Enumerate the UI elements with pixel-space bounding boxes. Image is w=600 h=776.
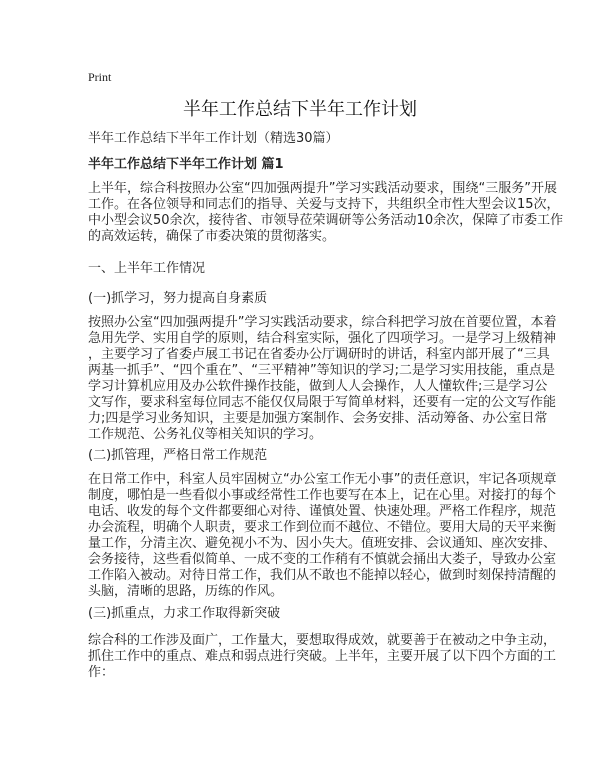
subsection-heading: (二)抓管理，严格日常工作规范: [88, 448, 268, 463]
text-line: 学习计算机应用及办公软件操作技能，做到人人会操作，人人懂软件;三是学习公: [88, 379, 548, 394]
section-heading: 一、上半年工作情况: [88, 261, 206, 276]
text-line: 电话、收发的每个文件都要细心对待、谨慎处置、快速处理。严格工作程序，规范: [88, 504, 557, 519]
text-line: 制度，哪怕是一些看似小事或经常性工作也要写在本上，记在心里。对接打的每个: [88, 488, 557, 503]
text-line: 工作规范、公务礼仪等相关知识的学习。: [88, 427, 323, 442]
print-link[interactable]: Print: [88, 70, 112, 84]
paragraph-intro: [88, 181, 564, 245]
paragraph-study: [88, 315, 557, 443]
text-line: 工作。在各位领导和同志们的指导、关爱与支持下，共组织全市性大型会议15次，: [88, 197, 560, 212]
article-heading: 半年工作总结下半年工作计划 篇1: [88, 157, 284, 172]
text-line: 两基一抓手”、“四个重在”、“三平精神”等知识的学习;二是学习实用技能，重点是: [88, 363, 556, 378]
subsection-heading: (三)抓重点，力求工作取得新突破: [88, 606, 281, 621]
paragraph-management: [88, 472, 557, 600]
text-line: 上半年，综合科按照办公室“四加强两提升”学习实践活动要求，围绕“三服务”开展: [88, 181, 557, 196]
subtitle: 半年工作总结下半年工作计划（精选30篇）: [88, 131, 339, 146]
text-line: 急用先学、实用自学的原则，结合科室实际，强化了四项学习。一是学习上级精神: [88, 331, 557, 346]
text-line: 会务接待，这些看似简单、一成不变的工作稍有不慎就会捅出大娄子，导致办公室: [88, 552, 557, 567]
text-line: ，主要学习了省委卢展工书记在省委办公厅调研时的讲话，科室内部开展了“三具: [88, 347, 550, 362]
text-line: 量工作，分清主次、避免视小不为、因小失大。值班安排、会议通知、座次安排、: [88, 536, 557, 551]
text-line: 中小型会议50余次，接待省、市领导莅荣调研等公务活动10余次，保障了市委工作: [88, 213, 564, 228]
text-line: 头脑，清晰的思路，历练的作风。: [88, 584, 284, 599]
text-line: 办会流程，明确个人职责，要求工作到位而不越位、不错位。要用大局的天平来衡: [88, 520, 557, 535]
text-line: 作：: [88, 665, 115, 680]
text-line: 工作陷入被动。对待日常工作，我们从不敢也不能掉以轻心，做到时刻保持清醒的: [88, 568, 557, 583]
paragraph-focus: [88, 633, 557, 681]
text-line: 按照办公室“四加强两提升”学习实践活动要求，综合科把学习放在首要位置，本着: [88, 315, 557, 330]
text-line: 文写作，要求科室每位同志不能仅仅局限于写简单材料，还要有一定的公文写作能: [88, 395, 557, 410]
text-line: 的高效运转，确保了市委决策的贯彻落实。: [88, 229, 336, 244]
text-line: 在日常工作中，科室人员牢固树立“办公室工作无小事”的责任意识，牢记各项规章: [88, 472, 557, 487]
text-line: 力;四是学习业务知识，主要是加强方案制作、会务安排、活动筹备、办公室日常: [88, 411, 548, 426]
text-line: 综合科的工作涉及面广，工作量大，要想取得成效，就要善于在被动之中争主动，: [88, 633, 557, 648]
page-title: 半年工作总结下半年工作计划: [183, 99, 417, 120]
text-line: 抓住工作中的重点、难点和弱点进行突破。上半年，主要开展了以下四个方面的工: [88, 649, 557, 664]
subsection-heading: (一)抓学习，努力提高自身素质: [88, 291, 268, 306]
